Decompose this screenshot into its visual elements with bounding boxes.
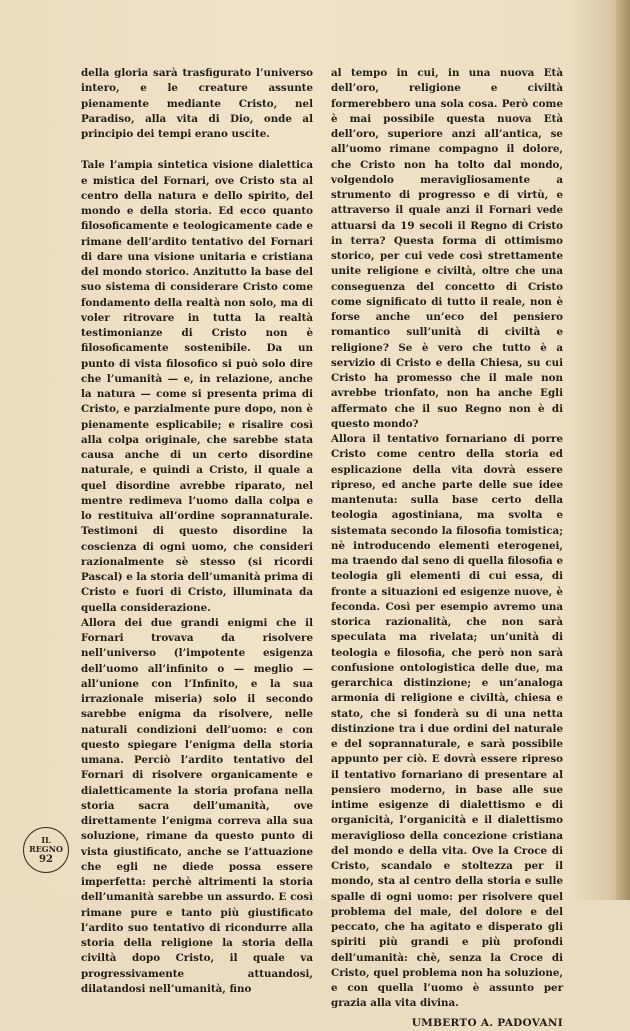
- paragraph: della gloria sarà trasfigurato l’universo intero, e le creature assunte pienamente mediante Cristo, nel Paradiso, alla vita di Dio, onde al principio dei tempi erano uscite.: [81, 67, 313, 140]
- paragraph: Tale l’ampia sintetica visione dialettica e mistica del Fornari, ove Cristo sta al centro della natura e dello spirito, del mondo e della storia. Ed ecco quanto filosoficamente e teologicamente cade e rimane dell’ardito tentativo del Fornari di dare una visione unitaria e cristiana del mondo storico. Anzitutto la base del suo sistema di considerare Cristo come fondamento della realtà non solo, ma di voler ritrovare in tutta la realtà testimonianze di Cristo non è filosoficamente sostenibile. Da un punto di vista filosofico si può solo dire che l’umanità — e, in relazione, anche la natura — come si presenta prima di Cristo, e parzialmente pure dopo, non è pienamente esplicabile; e risalire così alla colpa originale, che sarebbe stata causa anche di un certo disordine naturale, e quindi a Cristo, il quale a quel disordine avrebbe riparato, nel mentre redimeva l’uomo dalla colpa e lo restituiva all’ordine soprannaturale. Testimoni di questo disordine la coscienza di ogni uomo, che consideri razionalmente sè stesso (si ricordi Pascal) e la storia dell’umanità prima di Cristo e fuori di Cristo, illuminata da quella considerazione.: [81, 159, 313, 614]
- page-edge-shadow: [616, 0, 630, 900]
- page-number: 92: [39, 853, 53, 865]
- badge-line-regno: REGNO: [29, 843, 63, 854]
- right-column: [331, 66, 563, 1031]
- left-column: [81, 66, 313, 997]
- paragraph: Allora il tentativo fornariano di porre Cristo come centro della storia ed esplicazione della vita dovrà essere ripreso, ed anche parte delle sue idee mantenuta: sulla base certo della teologia agostiniana, ma svolta e sistemata secondo la filosofia tomistica; nè introducendo elementi eterogenei, ma traendo dal seno di quella filosofia e teologia gli elementi di cui essa, di fronte a situazioni ed esigenze nuove, è feconda. Così per esempio avremo una storica razionalità, che non sarà speculata ma rivelata; un’unità di teologia e filosofia, che però non sarà confusione ontologistica delle due, ma gerarchica distinzione; e un’analoga armonia di religione e civiltà, chiesa e stato, che si fonderà su di una netta distinzione tra i due ordini del naturale e del soprannaturale, e sarà possibile appunto per ciò. E dovrà essere ripreso il tentativo fornariano di presentare al pensiero moderno, in base alle sue intime esigenze di dialettismo e di organicità, l’organicità e il dialettismo meraviglioso della concezione cristiana del mondo e della vita. Ove la Croce di Cristo, scandalo e stoltezza per il mondo, sta al centro della storia e sulle spalle di ogni uomo: per risolvere quel problema del male, del dolore e del peccato, che ha agitato e disperato gli spiriti più grandi e più profondi dell’umanità: chè, senza la Croce di Cristo, quel problema non ha soluzione, e con quella l’uomo è assunto per grazia alla vita divina.: [331, 433, 563, 1010]
- badge-line-il: IL: [41, 834, 51, 845]
- page-number-badge: [23, 827, 69, 873]
- author-signature: UMBERTO A. PADOVANI: [411, 1016, 563, 1029]
- paragraph: Allora dei due grandi enigmi che il Fornari trovava da risolvere nell’universo (l’impotente esigenza dell’uomo all’infinito o — meglio — all’unione con l’Infinito, e la sua irrazionale miseria) solo il secondo sarebbe enigma da risolvere, nelle naturali condizioni dell’uomo: e con questo spiegare l’enigma della storia umana. Perciò l’ardito tentativo del Fornari di risolvere organicamente e dialetticamente la storia profana nella storia sacra dell’umanità, ove direttamente l’enigma correva alla sua soluzione, rimane da questo punto di vista giustificato, anche se l’attuazione che egli ne diede possa essere imperfetta: perchè altrimenti la storia dell’umanità sarebbe un assurdo. E così rimane pure e tanto più giustificato l’ardito suo tentativo di ricondurre alla storia della religione la storia della civiltà dopo Cristo, il quale va progressivamente attuandosi, dilatandosi nell’umanità, fino: [81, 616, 313, 995]
- paragraph: al tempo in cui, in una nuova Età dell’oro, religione e civiltà formerebbero una sola cosa. Però come è mai possibile questa nuova Età dell’oro, superiore anzi all’antica, se all’uomo rimane compagno il dolore, che Cristo non ha tolto dal mondo, volgendolo meravigliosamente a strumento di progresso e di virtù, e attraverso il quale anzi il Fornari vede attuarsi da 19 secoli il Regno di Cristo in terra? Questa forma di ottimismo storico, per cui vede così strettamente unite religione e civiltà, oltre che una conseguenza del concetto di Cristo come significato di tutto il reale, non è forse anche un’eco del pensiero romantico sull’unità di civiltà e religione? Se è vero che tutto è a servizio di Cristo e della Chiesa, su cui Cristo ha promesso che il male non avrebbe trionfato, non ha anche Egli affermato che il suo Regno non è di questo mondo?: [331, 67, 563, 430]
